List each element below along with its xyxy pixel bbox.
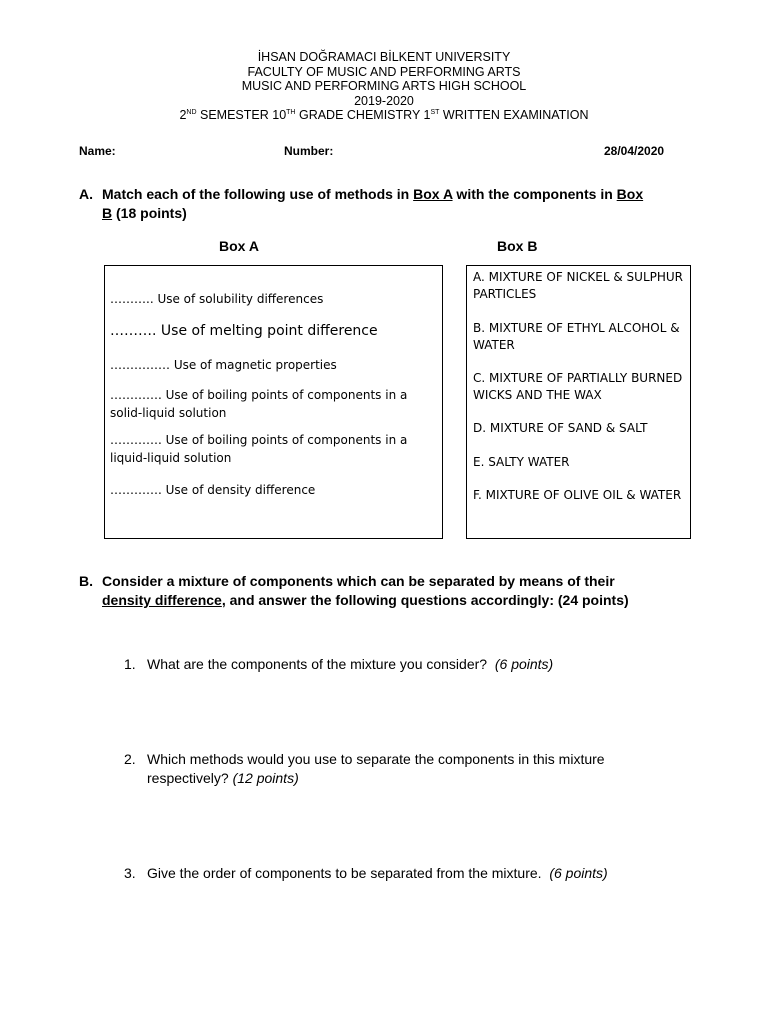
question-number: 2. bbox=[124, 751, 136, 767]
box-b-item: F. MIXTURE OF OLIVE OIL & WATER bbox=[473, 488, 682, 502]
section-b-label: B. bbox=[79, 573, 93, 589]
question-points: (6 points) bbox=[549, 865, 608, 881]
name-label: Name: bbox=[79, 144, 116, 158]
section-a-instruction: Match each of the following use of methods in Box A with the components in Box B (18 points) bbox=[102, 186, 644, 221]
exam-date: 28/04/2020 bbox=[604, 144, 665, 158]
school-name: MUSIC AND PERFORMING ARTS HIGH SCHOOL bbox=[241, 79, 527, 93]
section-b-instruction: Consider a mixture of components which can be separated by means of their density difference, and answer the following questions accordingly: (24 points) bbox=[102, 573, 629, 608]
box-b-item: E. SALTY WATER bbox=[473, 455, 570, 469]
box-a-item: …………. Use of density difference bbox=[110, 483, 316, 497]
box-a-title: Box A bbox=[219, 238, 259, 254]
box-a-item: …………. Use of boiling points of components in a liquid-liquid solution bbox=[110, 433, 408, 465]
box-b-item: A. MIXTURE OF NICKEL & SULPHUR PARTICLES bbox=[473, 270, 684, 301]
question-number: 3. bbox=[124, 865, 136, 881]
box-a-item: ………. Use of melting point difference bbox=[110, 323, 378, 339]
exam-header bbox=[0, 50, 768, 123]
question-points: (6 points) bbox=[494, 656, 554, 672]
exam-title: 2ND SEMESTER 10TH GRADE CHEMISTRY 1ST WRITTEN EXAMINATION bbox=[179, 108, 589, 122]
question-text: Which methods would you use to separate the components in this mixture respectively? bbox=[147, 751, 605, 786]
question-points: (12 points) bbox=[232, 770, 299, 786]
box-a-item: …………. Use of boiling points of components in a solid-liquid solution bbox=[110, 388, 408, 420]
faculty-name: FACULTY OF MUSIC AND PERFORMING ARTS bbox=[247, 64, 521, 79]
academic-year: 2019-2020 bbox=[354, 93, 414, 108]
university-name: İHSAN DOĞRAMACI BİLKENT UNIVERSITY bbox=[257, 50, 511, 64]
box-b-item: D. MIXTURE OF SAND & SALT bbox=[473, 421, 648, 435]
question-text: What are the components of the mixture you consider? bbox=[147, 656, 488, 672]
section-a-label: A. bbox=[79, 186, 93, 202]
box-b-title: Box B bbox=[497, 238, 538, 254]
box-a-item: …………… Use of magnetic properties bbox=[110, 358, 337, 372]
number-label: Number: bbox=[284, 144, 334, 158]
question-text: Give the order of components to be separated from the mixture. bbox=[147, 865, 542, 881]
box-a-item: ……….. Use of solubility differences bbox=[110, 292, 324, 306]
box-b-item: C. MIXTURE OF PARTIALLY BURNED WICKS AND THE WAX bbox=[473, 371, 683, 402]
box-b-item: B. MIXTURE OF ETHYL ALCOHOL & WATER bbox=[473, 321, 680, 352]
question-number: 1. bbox=[124, 656, 136, 672]
